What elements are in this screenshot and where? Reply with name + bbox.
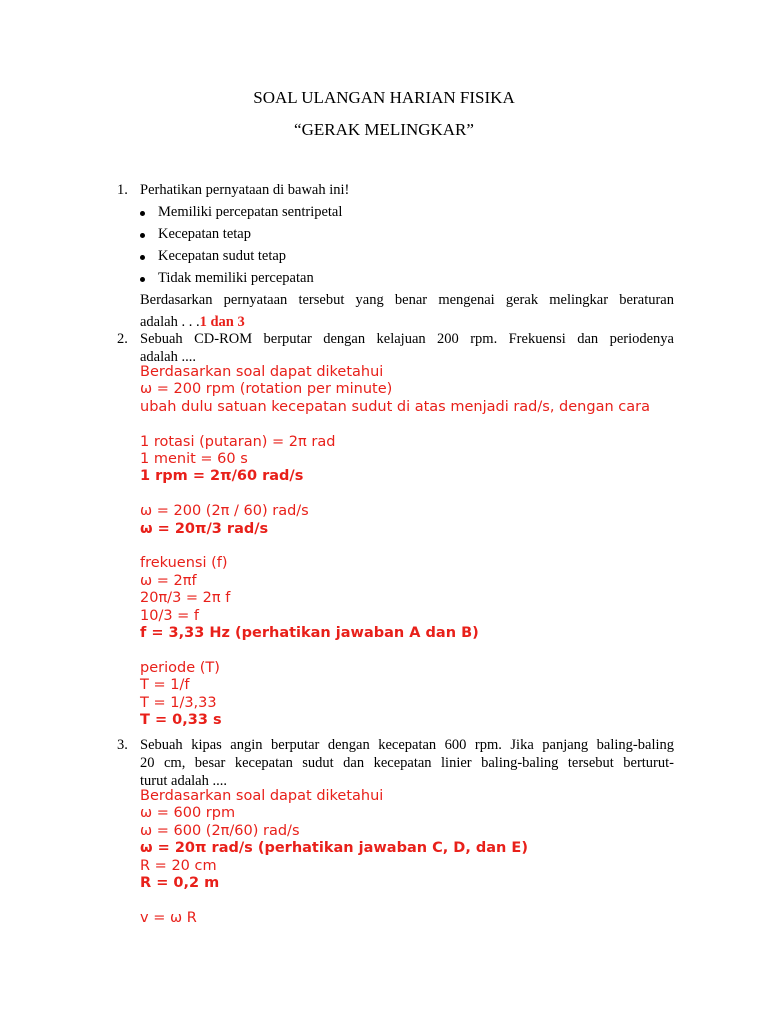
- question-text: [140, 314, 245, 331]
- question-text: Sebuah CD-ROM berputar dengan kelajuan 200 rpm. Frekuensi dan periodenya: [140, 331, 674, 347]
- question-number: 2.: [117, 331, 128, 347]
- question-text: turut adalah ....: [140, 773, 227, 789]
- question-text: Berdasarkan pernyataan tersebut yang benar mengenai gerak melingkar beraturan: [140, 292, 674, 308]
- solution-line: ω = 20π rad/s (perhatikan jawaban C, D, dan E): [140, 840, 528, 857]
- solution-line: R = 20 cm: [140, 857, 217, 874]
- solution-line: 20π/3 = 2π f: [140, 590, 231, 607]
- solution-line: ω = 600 rpm: [140, 805, 236, 822]
- solution-line: ω = 200 (2π / 60) rad/s: [140, 503, 309, 520]
- solution-line: v = ω R: [140, 909, 197, 926]
- solution-line: R = 0,2 m: [140, 875, 220, 891]
- solution-line: T = 1/f: [140, 677, 190, 694]
- solution-line: ubah dulu satuan kecepatan sudut di atas menjadi rad/s, dengan cara: [140, 398, 650, 415]
- answer-text: 1 dan 3: [199, 314, 245, 330]
- solution-line: ω = 200 rpm (rotation per minute): [140, 381, 393, 398]
- solution-line: f = 3,33 Hz (perhatikan jawaban A dan B): [140, 625, 479, 641]
- list-item: Kecepatan tetap: [158, 226, 251, 242]
- bullet-icon: [140, 233, 145, 238]
- question-prompt: Perhatikan pernyataan di bawah ini!: [140, 182, 350, 198]
- solution-line: Berdasarkan soal dapat diketahui: [140, 364, 384, 380]
- solution-line: 1 rotasi (putaran) = 2π rad: [140, 433, 336, 450]
- solution-line: T = 0,33 s: [140, 712, 222, 728]
- list-item: Memiliki percepatan sentripetal: [158, 204, 343, 220]
- question-number: 1.: [117, 182, 128, 198]
- solution-line: Berdasarkan soal dapat diketahui: [140, 788, 384, 804]
- question-text-prefix: adalah . . .: [140, 314, 200, 330]
- solution-line: frekuensi (f): [140, 555, 228, 572]
- question-text: adalah ....: [140, 349, 196, 365]
- list-item: Tidak memiliki percepatan: [158, 270, 314, 286]
- solution-line: 1 rpm = 2π/60 rad/s: [140, 468, 304, 485]
- solution-line: periode (T): [140, 659, 220, 676]
- solution-line: ω = 600 (2π/60) rad/s: [140, 822, 300, 839]
- page-subtitle: “GERAK MELINGKAR”: [294, 120, 474, 139]
- list-item: Kecepatan sudut tetap: [158, 248, 287, 264]
- bullet-icon: [140, 277, 145, 282]
- question-number: 3.: [117, 737, 128, 753]
- question-text: Sebuah kipas angin berputar dengan kecepatan 600 rpm. Jika panjang baling-baling: [140, 737, 674, 753]
- solution-line: 10/3 = f: [140, 607, 200, 624]
- solution-line: ω = 20π/3 rad/s: [140, 520, 269, 537]
- page-title: SOAL ULANGAN HARIAN FISIKA: [253, 88, 515, 107]
- solution-line: 1 menit = 60 s: [140, 451, 248, 467]
- solution-line: T = 1/3,33: [140, 694, 217, 711]
- solution-line: ω = 2πf: [140, 572, 197, 589]
- question-text: 20 cm, besar kecepatan sudut dan kecepatan linier baling-baling tersebut berturut-: [140, 755, 674, 771]
- bullet-icon: [140, 255, 145, 260]
- bullet-icon: [140, 211, 145, 216]
